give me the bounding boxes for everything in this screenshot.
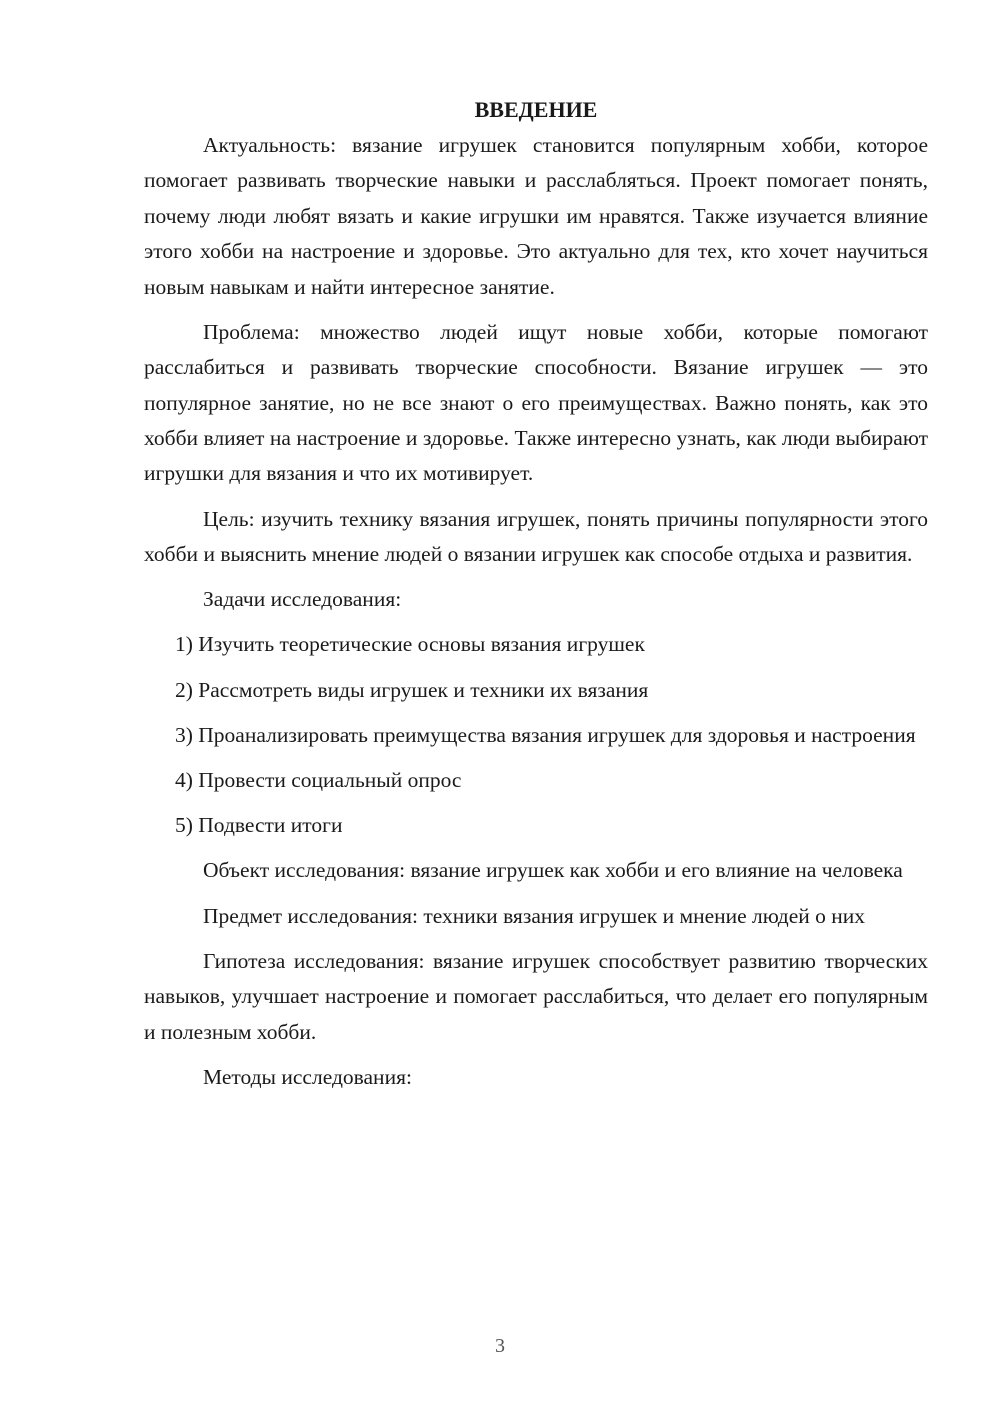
document-page: [144, 92, 928, 1105]
goal-paragraph: Цель: изучить технику вязания игрушек, понять причины популярности этого хобби и выяснить мнение людей о вязании игрушек как способе отдыха и развития.: [144, 506, 928, 567]
page-title: ВВЕДЕНИЕ: [474, 97, 598, 122]
tasks-heading: Задачи исследования:: [203, 587, 402, 612]
problem-paragraph: Проблема: множество людей ищут новые хобби, которые помогают расслабиться и развивать творческие способности. Вязание игрушек — это популярное занятие, но не все знают о его преимуществах. Важно понять, как это хобби влияет на настроение и здоровье. Также интересно узнать, как люди выбирают игрушки для вязания и что их мотивирует.: [144, 319, 928, 486]
hypothesis-paragraph: Гипотеза исследования: вязание игрушек способствует развитию творческих навыков, улучшает настроение и помогает расслабиться, что делает его популярным и полезным хобби.: [144, 948, 928, 1044]
task-item-5: 5) Подвести итоги: [175, 813, 343, 838]
task-item-2: 2) Рассмотреть виды игрушек и техники их вязания: [175, 677, 649, 702]
page-number: 3: [495, 1335, 505, 1357]
task-item-3: 3) Проанализировать преимущества вязания игрушек для здоровья и настроения: [175, 722, 916, 747]
object-paragraph: Объект исследования: вязание игрушек как хобби и его влияние на человека: [203, 858, 903, 883]
relevance-paragraph: Актуальность: вязание игрушек становится популярным хобби, которое помогает развивать творческие навыки и расслабляться. Проект помогает понять, почему люди любят вязать и какие игрушки им нравятся. Также изучается влияние этого хобби на настроение и здоровье. Это актуально для тех, кто хочет научиться новым навыкам и найти интересное занятие.: [144, 133, 928, 299]
task-item-1: 1) Изучить теоретические основы вязания игрушек: [175, 632, 645, 657]
task-item-4: 4) Провести социальный опрос: [175, 768, 462, 793]
methods-heading: Методы исследования:: [203, 1064, 412, 1089]
subject-paragraph: Предмет исследования: техники вязания игрушек и мнение людей о них: [203, 903, 866, 928]
